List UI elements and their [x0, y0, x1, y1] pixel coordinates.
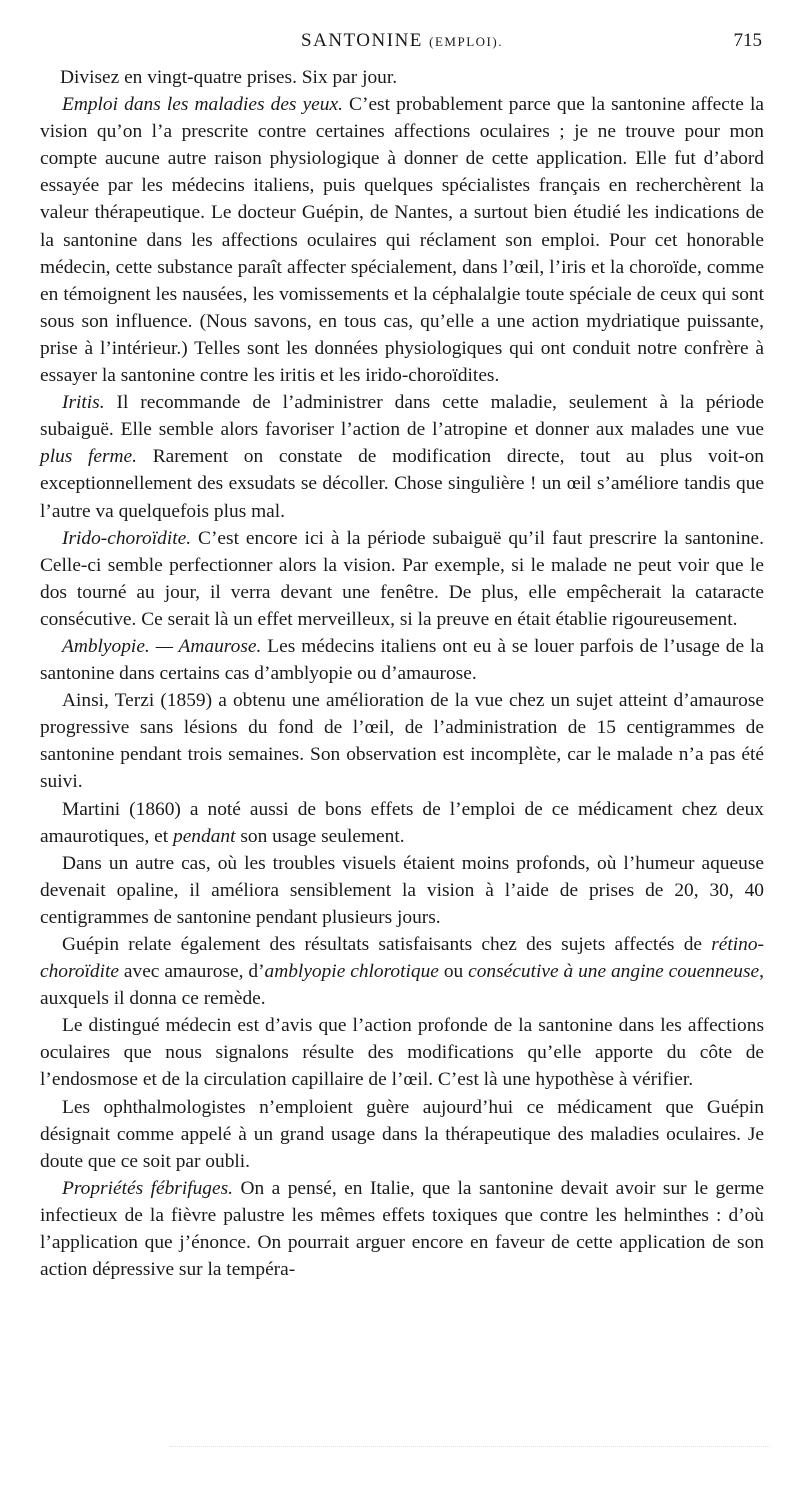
paragraph-text: Le distingué médecin est d’avis que l’action profonde de la santonine dans les affections oculaires que nous signalons résulte des modifications qu’elle apporte du côte de l’endosmose et de la circulation capillaire de l’œil. C’est là une hypothèse à vérifier.: [40, 1015, 764, 1091]
section-lead-iritis: Iritis.: [62, 392, 105, 414]
paragraph-text: Il recommande de l’administrer dans cette maladie, seulement à la période subaiguë. Elle semble alors favoriser l’action de l’atropine et donner aux malades une vue: [40, 392, 764, 441]
running-title-main: SANTONINE: [301, 30, 423, 51]
emphasis: plus ferme.: [40, 446, 138, 468]
page-header: [40, 30, 764, 60]
emphasis: amblyopie chlorotique: [264, 961, 439, 983]
paragraph-text: On a pensé, en Italie, que la santonine devait avoir sur le germe infectieux de la fièvre palustre les mêmes effets toxiques que contre les helminthes : d’où l’application que j’énonce. On pourrait arguer encore en faveur de cette application de son action dépressive sur la tempéra-: [40, 1177, 764, 1281]
paragraph-text: son usage seulement.: [235, 825, 405, 847]
paragraph-text: C’est probablement parce que la santonine affecte la vision qu’on l’a prescrite contre certaines affections oculaires ; je ne trouve pour mon compte aucune autre raison physiologique à donner de cette application. Elle fut d’abord essayée par les médecins italiens, puis quelques spécialistes français en recherchèrent la valeur thérapeutique. Le docteur Guépin, de Nantes, a surtout bien étudié les indications de la santonine dans les affections oculaires qui réclament son emploi. Pour cet honorable médecin, cette substance paraît affecter spécialement, dans l’œil, l’iris et la choroïde, comme en témoignent les nausées, les vomissements et la céphalalgie toute spéciale de ceux qui sont sous son influence. (Nous savons, en tous cas, qu’elle a une action mydriatique puissante, prise à l’intérieur.) Telles sont les données physiologiques qui ont conduit notre confrère à essayer la santonine contre les iritis et les irido-choroïdites.: [40, 94, 764, 387]
paragraph-text: Ainsi, Terzi (1859) a obtenu une amélioration de la vue chez un sujet atteint d’amaurose progressive sans lésions du fond de l’œil, de l’administration de 15 centigrammes de santonine pendant trois semaines. Son observation est incomplète, car le malade n’a pas été suivi.: [40, 690, 764, 793]
page-number: 715: [733, 30, 762, 51]
paragraph-amblyopia: [40, 633, 764, 687]
paragraph-text: ou: [438, 961, 469, 983]
paragraph-eye-diseases: [40, 91, 764, 389]
paragraph-text: , auxquels il donna ce remède.: [40, 961, 764, 1010]
section-lead-febrifuge: Propriétés fébrifuges.: [62, 1177, 234, 1199]
paragraph-text: avec amaurose, d’: [118, 961, 265, 983]
running-title-subtitle: (EMPLOI).: [429, 34, 503, 49]
paragraph-martini: [40, 796, 764, 850]
paragraph-iritis: [40, 389, 764, 524]
running-title: [40, 30, 764, 52]
paragraph-terzi: [40, 687, 764, 795]
paragraph-ophthalmologists: [40, 1094, 764, 1175]
paragraph-other-case: [40, 850, 764, 931]
emphasis: consécutive à une angine couenneuse: [468, 961, 760, 983]
paragraph-irido-choroiditis: [40, 525, 764, 633]
emphasis: rétino-choroïdite: [40, 934, 764, 983]
paragraph-text: Les ophthalmologistes n’emploient guère aujourd’hui ce médicament que Guépin désignait comme appelé à un grand usage dans la thérapeutique des maladies oculaires. Je doute que ce soit par oubli.: [40, 1096, 764, 1172]
section-lead-eye-diseases: Emploi dans les maladies des yeux.: [62, 94, 343, 116]
paragraph-text: Divisez en vingt-quatre prises. Six par jour.: [60, 67, 398, 88]
paragraph-dosage: [40, 64, 764, 91]
bleed-through-marks: [170, 1446, 770, 1455]
paragraph-text: Dans un autre cas, où les troubles visuels étaient moins profonds, où l’humeur aqueuse devenait opaline, il améliora sensiblement la vision à l’aide de prises de 20, 30, 40 centigrammes de santonine pendant plusieurs jours.: [40, 852, 764, 928]
paragraph-text: Les médecins italiens ont eu à se louer parfois de l’usage de la santonine dans certains cas d’amblyopie ou d’amaurose.: [40, 635, 764, 685]
emphasis: pendant: [173, 825, 236, 847]
section-lead-irido-choroiditis: Irido-choroïdite.: [62, 527, 192, 549]
paragraph-febrifuge: [40, 1175, 764, 1283]
body-text: [40, 64, 764, 1283]
paragraph-text: Guépin relate également des résultats satisfaisants chez des sujets affectés de: [62, 934, 712, 955]
paragraph-text: Rarement on constate de modification directe, tout au plus voit-on exceptionnellement des exsudats se décoller. Chose singulière ! un œil s’améliore tandis que l’autre va quelquefois plus mal.: [40, 446, 764, 522]
paragraph-hypothesis: [40, 1012, 764, 1093]
paragraph-guepin-results: [40, 931, 764, 1012]
paragraph-text: C’est encore ici à la période subaiguë qu’il faut prescrire la santonine. Celle-ci semble perfectionner alors la vision. Par exemple, si le malade ne peut voir que le dos tourné au jour, il verra devant une fenêtre. De plus, elle empêcherait la cataracte consécutive. Ce serait là un effet merveilleux, si la preuve en était établie rigoureusement.: [40, 527, 764, 630]
paragraph-text: Martini (1860) a noté aussi de bons effets de l’emploi de ce médicament chez deux amaurotiques, et: [40, 798, 764, 847]
section-lead-amblyopia: Amblyopie. — Amaurose.: [62, 635, 262, 657]
